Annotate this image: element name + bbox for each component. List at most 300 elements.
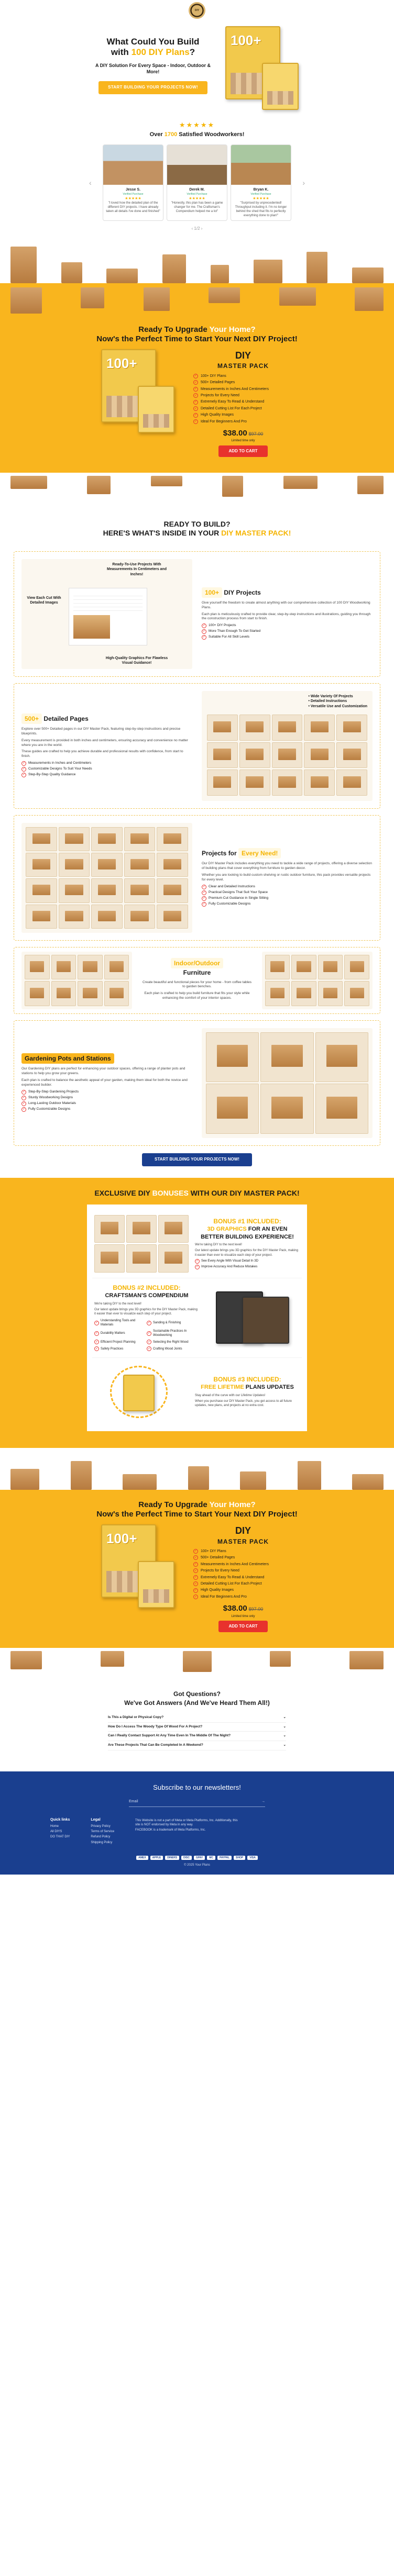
- bonus-feature: [94, 1346, 147, 1351]
- hero-title-pre: What Could You Build: [106, 37, 200, 47]
- pages-paragraph: Explore over 500+ Detailed pages in our DIY Master Pack, featuring step-by-step instructions and precise blueprints.: [21, 727, 181, 735]
- google-pay-icon: GPAY: [194, 1856, 205, 1860]
- bonus-paragraph: Our latest update brings you 3D graphics for the DIY Master Pack, making it easier than ever to visualize each step of your project.: [195, 1249, 298, 1257]
- upgrade-heading: [0, 325, 394, 344]
- offer-feature-label: High Quality Images: [201, 413, 234, 417]
- check-icon: ✓: [194, 400, 198, 404]
- need-feature: [202, 896, 373, 901]
- io-visual-right: [262, 952, 373, 1009]
- start-building-button[interactable]: START BUILDING YOUR PROJECTS NOW!: [142, 1153, 252, 1166]
- offer-subtitle: MASTER PACK: [217, 1537, 269, 1545]
- check-icon: ✓: [194, 1582, 198, 1586]
- need-paragraph: Our DIY Master Pack includes everything you need to tackle a wide range of projects, offering a diverse selection of building plans that cover everything from furniture to garden decor.: [202, 862, 372, 871]
- pages-paragraph: These guides are crafted to help you achieve durable and professional results with confidence, from start to finish.: [21, 750, 183, 759]
- check-icon: ✓: [194, 1569, 198, 1573]
- rating-title: [0, 131, 394, 139]
- footer-columns: [50, 1817, 344, 1846]
- hero-title-highlight: 100 DIY Plans: [131, 47, 190, 58]
- offer-feature-label: Extremely Easy To Read & Understand: [201, 1575, 265, 1579]
- add-to-cart-button[interactable]: ADD TO CART: [218, 1621, 268, 1633]
- offer-feature: [193, 1555, 293, 1560]
- upgrade-subheading: Now's the Perfect Time to Start Your Next DIY Project!: [96, 1510, 298, 1519]
- chevron-down-icon: ⌄: [283, 1734, 286, 1738]
- bonus-label: BONUS #1 INCLUDED:: [213, 1217, 281, 1225]
- ready-line1: READY TO BUILD?: [163, 520, 231, 529]
- need-paragraph: Whether you are looking to build custom shelving or rustic outdoor furniture, this pack provides versatile projects for every level.: [202, 873, 371, 882]
- rating-title-post: Satisfied Woodworkers!: [179, 131, 245, 138]
- hero-subtitle: A DIY Solution For Every Space - Indoor, Outdoor & More!: [95, 62, 211, 74]
- pages-feature-label: Measurements in Inches and Centimeters: [28, 761, 92, 765]
- review-text: "I loved how the detailed plan of the different DIY projects. I have already taken all details I've done and finished": [106, 202, 160, 214]
- check-icon: ✓: [195, 1259, 199, 1263]
- check-icon: ✓: [95, 1321, 98, 1324]
- projects-feature: [202, 635, 373, 640]
- rating-block: [0, 120, 394, 138]
- footer-link[interactable]: Privacy Policy: [91, 1825, 111, 1828]
- check-icon: ✓: [194, 387, 198, 391]
- bonus-item: [92, 1358, 302, 1426]
- io-title-text: Furniture: [183, 969, 211, 977]
- projects-feature-label: More Than Enough To Get Started: [209, 629, 261, 633]
- check-icon: ✓: [202, 896, 206, 900]
- io-text: [141, 958, 252, 1002]
- check-icon: ✓: [194, 1556, 198, 1559]
- section-gardening: [14, 1020, 380, 1146]
- garden-paragraph: Each plan is crafted to balance the aesthetic appeal of your garden, making them ideal for both the novice and experienced builder.: [21, 1078, 188, 1087]
- ready-line2-pre: HERE'S WHAT'S INSIDE IN YOUR: [103, 529, 220, 538]
- bonus-feature: [195, 1265, 300, 1269]
- pages-callout: • Wide Variety Of Projects: [308, 694, 353, 698]
- check-icon: ✓: [202, 635, 206, 639]
- offer-book-image: [101, 349, 180, 433]
- bonus-heading-post: WITH OUR DIY MASTER PACK!: [190, 1188, 300, 1197]
- offer-feature-label: Projects for Every Need: [201, 393, 239, 397]
- garden-feature: [21, 1096, 192, 1100]
- bonus-title: [195, 1384, 300, 1391]
- projects-text: [202, 587, 373, 641]
- callout-cut-images: View Each Cut With Detailed Images: [27, 596, 61, 605]
- review-verified: Verified Purchase: [123, 192, 144, 196]
- review-name: Jesse S.: [125, 188, 141, 192]
- offer-feature-label: 500+ Detailed Pages: [201, 1556, 235, 1560]
- offer-feature-label: 100+ DIY Plans: [201, 1549, 226, 1553]
- bonus-section: [0, 1178, 394, 1448]
- review-card: [103, 144, 163, 221]
- offer-feature-label: 500+ Detailed Pages: [201, 381, 235, 385]
- check-icon: ✓: [194, 381, 198, 384]
- check-icon: ✓: [194, 1595, 198, 1599]
- bonus-feature: [147, 1346, 199, 1351]
- footer-col: [91, 1817, 114, 1846]
- check-icon: ✓: [147, 1332, 151, 1335]
- offer-block: [0, 1519, 394, 1648]
- review-text: "Honestly, this plan has been a game changer for me. The Craftsman's Compendium helped me a lot": [171, 202, 223, 214]
- check-icon: ✓: [194, 394, 198, 397]
- section-indoor-outdoor: [14, 947, 380, 1014]
- apple-pay-icon: APPLE: [150, 1856, 163, 1860]
- bonus-feature-label: See Every Angle With Visual Detail In 3D: [201, 1259, 258, 1263]
- offer-feature-label: Ideal For Beginners And Pro: [201, 1594, 247, 1599]
- arrow-right-icon[interactable]: →: [261, 1800, 265, 1804]
- bonus-feature-label: Efficient Project Planning: [101, 1340, 136, 1344]
- pages-feature-label: Step-By-Step Quality Guidance: [28, 772, 76, 776]
- bonus-title-highlight: 3D GRAPHICS: [207, 1225, 247, 1232]
- offer-price: [193, 1603, 293, 1614]
- bonus-feature: [94, 1319, 147, 1327]
- faq-question: Is This a Digital or Physical Copy?: [108, 1715, 164, 1719]
- bonus-feature: [94, 1329, 147, 1337]
- footer-link[interactable]: Home: [50, 1825, 59, 1828]
- logo-text: DIY: [194, 8, 200, 12]
- check-icon: ✓: [194, 1576, 198, 1579]
- faq-subtitle: We've Got Answers (And We've Heard Them All!): [124, 1699, 270, 1707]
- offer-feature-label: 100+ DIY Plans: [201, 374, 226, 378]
- check-icon: ✓: [195, 1265, 199, 1269]
- bonus-feature-label: Understanding Tools and Materials: [101, 1319, 136, 1326]
- faq-list: [108, 1713, 286, 1750]
- review-photo: [103, 145, 163, 185]
- diners-icon: DINERS: [165, 1856, 179, 1860]
- pages-title-highlight: 500+: [21, 713, 42, 724]
- review-stars: ★★★★★: [125, 196, 141, 200]
- check-icon: ✓: [22, 1107, 26, 1111]
- footer-col: [135, 1817, 240, 1846]
- offer-feature-label: Detailed Cutting List For Each Project: [201, 1581, 262, 1586]
- offer-feature-label: Detailed Cutting List For Each Project: [201, 406, 262, 410]
- blueprint-sheet: [69, 588, 147, 645]
- offer-feature-list: [193, 374, 293, 425]
- need-feature-label: Clear and Detailed Instructions: [209, 884, 255, 888]
- rating-title-pre: Over: [149, 131, 163, 138]
- offer-feature: [193, 399, 293, 404]
- upgrade-subheading: Now's the Perfect Time to Start Your Next DIY Project!: [96, 334, 298, 344]
- check-icon: ✓: [194, 413, 198, 417]
- projects-feature-label: 100+ DIY Projects: [209, 623, 236, 628]
- review-name: Bryan K.: [253, 188, 269, 192]
- io-visual-left: [21, 952, 132, 1009]
- copyright: © 2025 Your Plans: [184, 1864, 210, 1867]
- price-current: $38.00: [223, 1604, 247, 1613]
- offer-feature: [193, 374, 293, 378]
- callout-graphics: High-Quality Graphics For Flawless Visual Guidance!: [105, 656, 168, 665]
- pages-visual: [202, 691, 373, 801]
- garden-feature-label: Sturdy Woodworking Designs: [28, 1095, 73, 1099]
- price-current: $38.00: [223, 429, 247, 438]
- offer-feature: [193, 406, 293, 411]
- offer-feature-label: High Quality Images: [201, 1588, 234, 1592]
- furniture-strip-overlap: [0, 283, 394, 315]
- need-feature: [202, 890, 373, 895]
- hero-title-end: ?: [189, 47, 195, 58]
- bonus-title-text: PLANS UPDATES: [245, 1384, 294, 1390]
- pages-feature: [21, 773, 192, 777]
- check-icon: ✓: [22, 762, 26, 765]
- pages-feature-label: Customizable Designs To Suit Your Needs: [28, 766, 92, 771]
- offer-feature: [193, 1588, 293, 1592]
- need-title: [202, 848, 373, 858]
- offer-price: [193, 428, 293, 439]
- upgrade-heading-highlight: Your Home?: [209, 1500, 256, 1510]
- pages-paragraph: Every measurement is provided in both inches and centimeters, ensuring accuracy and convenience no matter where you are in the world.: [21, 738, 188, 747]
- bonus-heading-pre: EXCLUSIVE DIY: [94, 1188, 150, 1197]
- faq-item[interactable]: [108, 1741, 286, 1750]
- offer-card: [193, 1524, 293, 1632]
- newsletter-form: [129, 1797, 265, 1806]
- review-stars: ★★★★★: [253, 196, 269, 200]
- furniture-strip-bottom: [0, 1648, 394, 1674]
- review-verified: Verified Purchase: [250, 192, 271, 196]
- check-icon: ✓: [194, 1589, 198, 1592]
- review-photo: [231, 145, 291, 185]
- footer-link[interactable]: Shipping Policy: [91, 1841, 113, 1844]
- offer-feature-label: Ideal For Beginners And Pro: [201, 419, 247, 423]
- bonus-feature: [147, 1340, 199, 1344]
- check-icon: ✓: [202, 902, 206, 906]
- bonus-paragraph: When you purchase our DIY Master Pack, you get access to all future updates, new plans, and projects at no extra cost.: [195, 1399, 292, 1407]
- footer-link[interactable]: Terms of Service: [91, 1830, 115, 1834]
- io-title: [141, 958, 252, 977]
- offer-feature: [193, 1549, 293, 1554]
- payment-icons: [0, 1855, 394, 1860]
- check-icon: ✓: [194, 1549, 198, 1553]
- chevron-down-icon: ⌄: [283, 1724, 286, 1729]
- bonus-paragraph: We're taking DIY to the next level!: [195, 1243, 242, 1247]
- garden-feature: [21, 1090, 192, 1095]
- bonus-feature-label: Sustainable Practices In Woodworking: [153, 1330, 187, 1337]
- need-feature-label: Practical Designs That Suit Your Space: [209, 890, 268, 894]
- garden-text: [21, 1053, 192, 1112]
- need-title-pre: Projects for: [202, 850, 237, 857]
- chevron-down-icon: ⌄: [283, 1715, 286, 1719]
- review-card: [167, 144, 227, 221]
- pages-feature: [21, 761, 192, 766]
- offer-feature-label: Measurements in Inches And Centimeters: [201, 1562, 269, 1566]
- paypal-icon: PAYPAL: [217, 1856, 232, 1860]
- bonus-feature-label: Durability Matters: [101, 1332, 125, 1335]
- faq-question: Are These Projects That Can Be Completed In A Weekend?: [108, 1743, 203, 1747]
- projects-feature-label: Suitable For All Skill Levels: [209, 635, 250, 639]
- offer-title: DIY: [235, 1525, 251, 1536]
- footer-disclaimer: This Website is not a part of Meta or Meta Platforms, Inc. Additionally, this site is NOT endorsed by Meta in any way.: [135, 1819, 238, 1826]
- bonus-feature-label: Improve Accuracy And Reduce Mistakes: [201, 1265, 258, 1269]
- hero-section: [0, 21, 394, 120]
- check-icon: ✓: [147, 1321, 151, 1324]
- faq-title: Got Questions?: [173, 1690, 221, 1698]
- check-icon: ✓: [147, 1340, 151, 1344]
- review-text: "Surprised by unprecedented! Throughput including it. I'm no longer behind the shed that fits to perfectly everything done to plan!": [235, 202, 287, 218]
- offer-card: [193, 349, 293, 457]
- offer-feature: [193, 1575, 293, 1580]
- hero-text: [90, 26, 216, 110]
- newsletter-title: Subscribe to our newsletters!: [153, 1783, 241, 1791]
- offer-feature: [193, 1581, 293, 1586]
- shop-pay-icon: SHOP: [234, 1856, 245, 1860]
- book-cover-title: 100+: [231, 32, 261, 48]
- check-icon: ✓: [194, 407, 198, 410]
- offer-feature-label: Projects for Every Need: [201, 1569, 239, 1573]
- need-title-highlight: Every Need!: [238, 848, 281, 858]
- bonus-feature: [94, 1340, 147, 1344]
- pages-callout: • Detailed Instructions: [308, 699, 347, 704]
- check-icon: ✓: [202, 624, 206, 628]
- carousel-prev-icon[interactable]: ‹: [89, 178, 92, 187]
- projects-feature: [202, 629, 373, 634]
- section-pages: [14, 683, 380, 809]
- bonus-compendium-image: [205, 1289, 300, 1346]
- bonus-title: CRAFTSMAN'S COMPENDIUM: [105, 1292, 189, 1299]
- pages-callouts: [308, 694, 367, 709]
- projects-title: [202, 587, 373, 598]
- review-stars: ★★★★★: [189, 196, 205, 200]
- bonus-feature: [195, 1259, 300, 1264]
- check-icon: ✓: [202, 630, 206, 633]
- carousel-pager[interactable]: ‹ 1/2 ›: [191, 226, 203, 231]
- offer-feature: [193, 1594, 293, 1599]
- footer-link[interactable]: Refund Policy: [91, 1835, 111, 1839]
- check-icon: ✓: [95, 1340, 98, 1344]
- bonus-label: BONUS #3 INCLUDED:: [213, 1375, 281, 1383]
- footer-link[interactable]: All DIYS: [50, 1830, 62, 1834]
- pages-callout: • Versatile Use and Customization: [308, 704, 367, 708]
- bonus-title-highlight: FREE LIFETIME: [201, 1384, 244, 1390]
- bonus-updates-image: [94, 1363, 189, 1421]
- bonus-paragraph: Stay ahead of the curve with our Lifetime Updates!: [195, 1393, 266, 1397]
- need-feature-label: Premium Cut Guidance in Single Sitting: [209, 896, 269, 900]
- bonus-3d-image: [94, 1215, 189, 1273]
- carousel-next-icon[interactable]: ›: [302, 178, 305, 187]
- review-name: Derek M.: [189, 188, 205, 192]
- bonus-paragraph: Our latest update brings you 3D graphics for the DIY Master Pack, making it easier than ever to visualize each step of your project.: [94, 1308, 198, 1315]
- upgrade-heading: [0, 1500, 394, 1519]
- callout-measurements: Ready-To-Use Projects With Measurements In Centimeters and Inches!: [107, 562, 167, 576]
- check-icon: ✓: [95, 1332, 98, 1335]
- bonus-feature-label: Selecting the Right Wood: [153, 1340, 189, 1344]
- hero-title-with: with: [111, 47, 129, 58]
- check-icon: ✓: [22, 1101, 26, 1105]
- check-icon: ✓: [95, 1347, 98, 1351]
- garden-feature-label: Step-By-Step Gardening Projects: [28, 1089, 79, 1094]
- bonus-heading: [0, 1188, 394, 1198]
- footer-col: [50, 1817, 70, 1846]
- garden-feature: [21, 1101, 192, 1106]
- bonus-feature-label: Crafting Wood Joints: [153, 1347, 182, 1351]
- need-text: [202, 848, 373, 907]
- projects-paragraph: Give yourself the freedom to create almost anything with our comprehensive collection of 100 DIY Woodworking Plans.: [202, 600, 370, 609]
- garden-feature-label: Fully Customizable Designs: [28, 1107, 71, 1111]
- need-feature-label: Fully Customizable Designs: [209, 901, 251, 906]
- footer-link[interactable]: DO THAT DIY: [50, 1835, 70, 1839]
- io-title-highlight: Indoor/Outdoor: [171, 958, 223, 968]
- furniture-strip-bottom: [0, 473, 394, 499]
- offer-feature: [193, 393, 293, 398]
- faq-question: How Do I Access The Woody Type Of Wood For A Project?: [108, 1724, 203, 1729]
- check-icon: ✓: [194, 420, 198, 423]
- check-icon: ✓: [22, 1090, 26, 1094]
- visa-icon: VISA: [247, 1856, 258, 1860]
- bonus-feature-label: Safety Practices: [101, 1347, 124, 1351]
- projects-paragraph: Each plan is meticulously crafted to provide clear, step-by-step instructions and illustrations, guiding you through the construction process from start to finish.: [202, 612, 371, 621]
- garden-title-text: Gardening Pots and Stations: [21, 1053, 114, 1064]
- offer-feature: [193, 1568, 293, 1573]
- check-icon: ✓: [202, 890, 206, 894]
- review-verified: Verified Purchase: [187, 192, 207, 196]
- bonus-heading-highlight: BONUSES: [152, 1188, 189, 1197]
- offer-section-top: [0, 283, 394, 499]
- hero-title: [90, 37, 216, 58]
- pages-text: [21, 713, 192, 778]
- bonus-title-text: FOR AN EVEN BETTER BUILDING EXPERIENCE!: [201, 1225, 294, 1240]
- io-paragraph: Each plan is crafted to help you build furniture that fits your style while enhancing the comfort of your interior spaces.: [144, 991, 250, 1000]
- review-card: [231, 144, 291, 221]
- garden-visual: [202, 1028, 373, 1138]
- bonus-label: BONUS #2 INCLUDED:: [113, 1284, 181, 1291]
- check-icon: ✓: [194, 374, 198, 378]
- pages-title: [21, 713, 192, 724]
- book-cover-title: 100+: [106, 355, 137, 372]
- price-note: Limited time only: [231, 439, 255, 443]
- offer-title: DIY: [235, 350, 251, 361]
- book-cover-title: 100+: [106, 1531, 137, 1547]
- check-icon: ✓: [22, 1096, 26, 1099]
- rating-count: 1700: [164, 131, 178, 138]
- projects-title-highlight: 100+: [202, 587, 222, 598]
- bonus-list: [87, 1205, 307, 1432]
- garden-feature-label: Long-Lasting Outdoor Materials: [28, 1101, 76, 1105]
- projects-feature: [202, 623, 373, 628]
- offer-feature: [193, 419, 293, 424]
- footer-col-head: Quick links: [50, 1817, 70, 1822]
- pages-title-text: Detailed Pages: [43, 715, 89, 723]
- furniture-strip-top: [0, 236, 394, 283]
- footer-disclaimer: FACEBOOK is a trademark of Meta Platforms, Inc.: [135, 1828, 206, 1832]
- offer-feature-list: [193, 1549, 293, 1600]
- section-projects: [14, 551, 380, 677]
- newsletter-email-input[interactable]: Email: [129, 1800, 138, 1804]
- projects-visual: [21, 559, 192, 669]
- add-to-cart-button[interactable]: ADD TO CART: [218, 445, 268, 458]
- pages-feature: [21, 767, 192, 772]
- need-visual: [21, 823, 192, 933]
- ready-line2-highlight: DIY MASTER PACK!: [221, 529, 291, 538]
- faq-item[interactable]: [108, 1713, 286, 1723]
- mastercard-icon: MC: [207, 1856, 215, 1860]
- offer-subtitle: MASTER PACK: [217, 362, 269, 370]
- price-note: Limited time only: [231, 1614, 255, 1618]
- section-every-need: [14, 815, 380, 941]
- faq-item[interactable]: [108, 1732, 286, 1741]
- hero-cta-button[interactable]: START BUILDING YOUR PROJECTS NOW!: [98, 81, 207, 94]
- amex-icon: AMEX: [136, 1856, 148, 1860]
- rating-stars: ★★★★★: [179, 121, 215, 129]
- offer-feature: [193, 412, 293, 417]
- upgrade-heading-highlight: Your Home?: [209, 325, 256, 334]
- io-paragraph: Create beautiful and functional pieces for your home - from coffee tables to garden benches.: [142, 980, 251, 989]
- check-icon: ✓: [22, 773, 26, 777]
- bonus-item: [92, 1278, 302, 1358]
- offer-section-bottom: [0, 1490, 394, 1674]
- brand-logo[interactable]: [189, 2, 205, 19]
- bonus-title: [195, 1225, 300, 1241]
- garden-paragraph: Our Gardening DIY plans are perfect for enhancing your outdoor spaces, offering a range of planter pots and stations to help you grow your greens.: [21, 1067, 185, 1076]
- bonus-feature: [147, 1329, 199, 1337]
- price-old: $97.00: [248, 431, 264, 437]
- offer-feature: [193, 1562, 293, 1567]
- need-feature: [202, 902, 373, 907]
- faq-item[interactable]: [108, 1723, 286, 1732]
- hero-book-image: [225, 26, 304, 110]
- offer-feature: [193, 380, 293, 385]
- check-icon: ✓: [202, 885, 206, 888]
